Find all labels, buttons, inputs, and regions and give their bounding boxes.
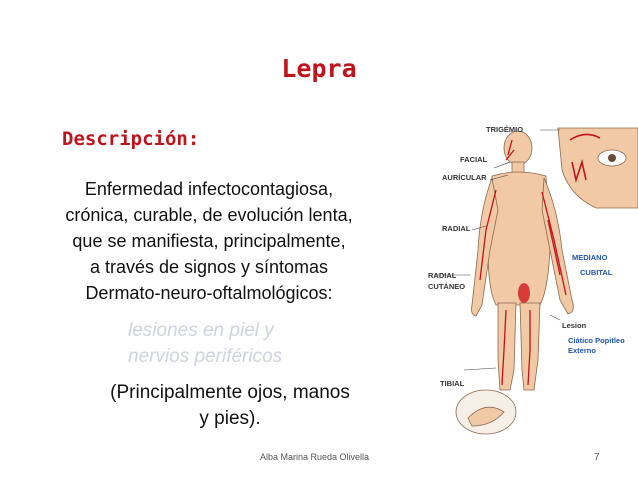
radial-cutaneo-label: CUTÁNEO — [428, 282, 466, 291]
faded-text — [128, 318, 282, 370]
description-text — [34, 176, 384, 306]
parenthetical-line: (Principalmente ojos, manos — [110, 382, 350, 403]
description-line: a través de signos y síntomas — [89, 257, 329, 277]
footer-author: Alba Marina Rueda Olivella — [260, 452, 370, 462]
ciatico-label: Externo — [568, 346, 596, 355]
cubital-label: CUBITAL — [580, 268, 613, 277]
description-heading: Descripción: — [62, 128, 200, 150]
radial-label: RADIAL — [442, 224, 471, 233]
tibial-label: TIBIAL — [440, 379, 465, 388]
radial-cutaneo-label: RADIAL — [428, 271, 457, 280]
trigemio-label: TRIGÉMIO — [486, 125, 524, 134]
mediano-label: MEDIANO — [572, 253, 608, 262]
ciatico-label: Ciático Popitleo — [568, 336, 625, 345]
faded-line: lesiones en piel y — [128, 320, 274, 341]
parenthetical-line: y pies). — [199, 408, 261, 429]
faded-line: nervios periféricos — [128, 346, 283, 367]
description-line: crónica, curable, de evolución lenta, — [65, 205, 353, 225]
facial-label: FACIAL — [460, 155, 488, 164]
description-line: Enfermedad infectocontagiosa, — [84, 179, 334, 199]
lesion-label: Lesion — [562, 321, 587, 330]
description-line: Dermato-neuro-oftalmológicos: — [85, 283, 333, 303]
auricular-label: AURÍCULAR — [442, 173, 487, 182]
anatomy-figure — [400, 100, 638, 450]
parenthetical-text — [70, 380, 390, 432]
page-number: 7 — [594, 452, 600, 463]
page-title: Lepra — [281, 54, 357, 83]
description-line: que se manifiesta, principalmente, — [72, 231, 346, 251]
